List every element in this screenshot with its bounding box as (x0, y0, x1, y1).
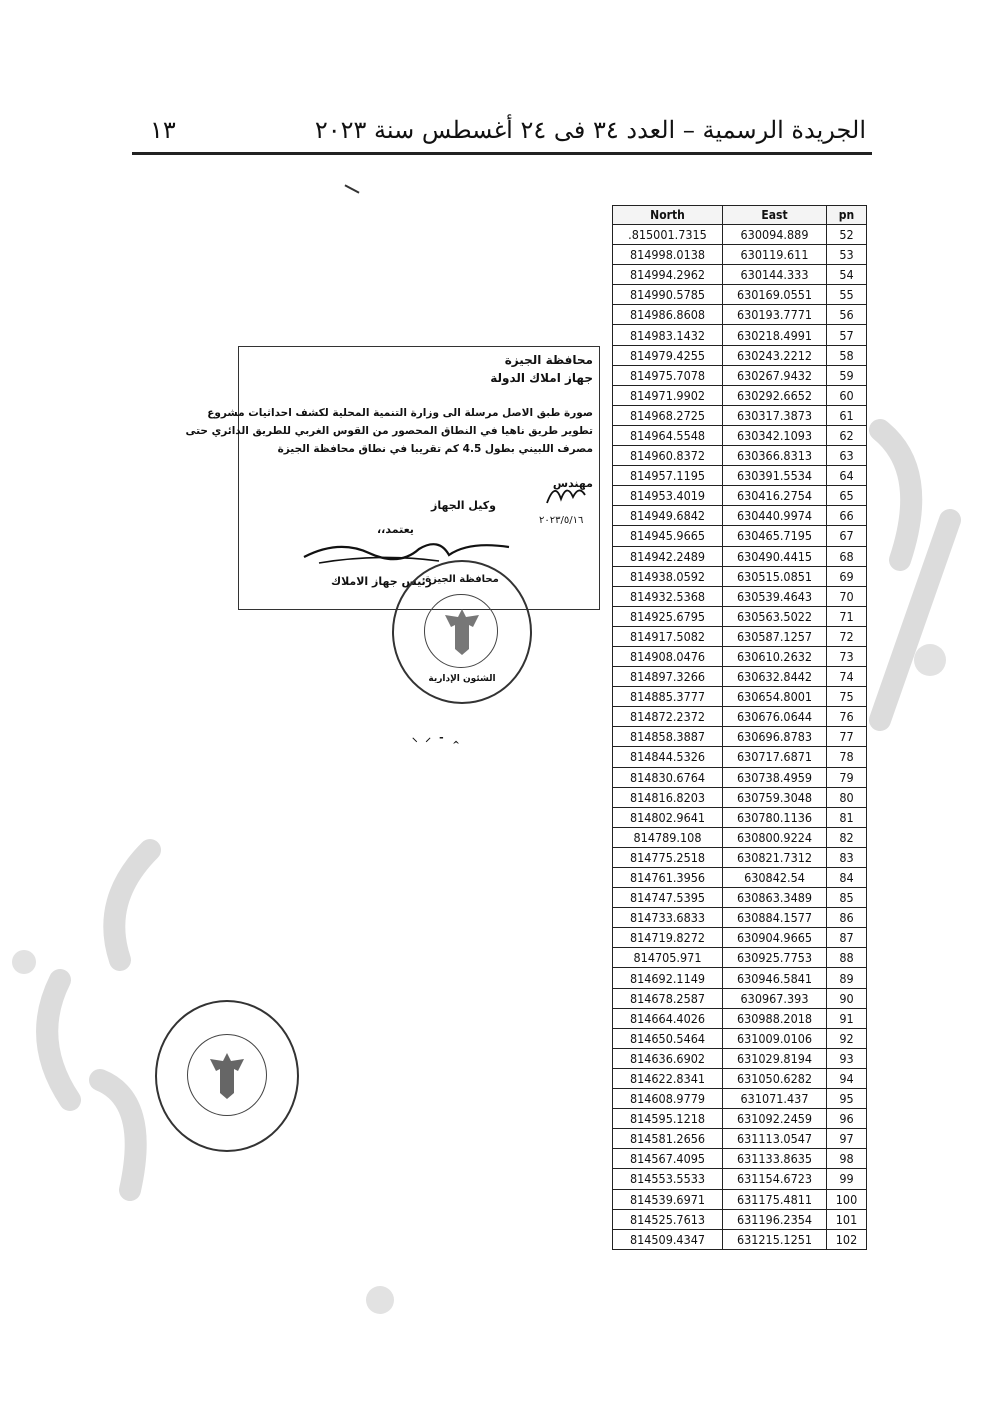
cell-pn: 64 (827, 466, 867, 486)
cell-north: 814942.2489 (613, 546, 723, 566)
cell-north: 814908.0476 (613, 646, 723, 666)
cell-north: 814872.2372 (613, 707, 723, 727)
cell-pn: 56 (827, 305, 867, 325)
page-header (132, 112, 872, 155)
cell-north: 814957.1195 (613, 466, 723, 486)
cell-east: 630587.1257 (723, 626, 827, 646)
cell-pn: 59 (827, 365, 867, 385)
cell-north: 814990.5785 (613, 285, 723, 305)
governorate-label: محافظة الجيزة (504, 353, 593, 367)
cell-east: 630440.9974 (723, 506, 827, 526)
cell-north: 814932.5368 (613, 586, 723, 606)
cell-pn: 85 (827, 888, 867, 908)
cell-pn: 86 (827, 908, 867, 928)
table-row (613, 265, 867, 285)
table-row (613, 245, 867, 265)
cell-north: 814925.6795 (613, 606, 723, 626)
table-row (613, 687, 867, 707)
cell-east: 630563.5022 (723, 606, 827, 626)
cell-north: 814858.3887 (613, 727, 723, 747)
cell-north: 814998.0138 (613, 245, 723, 265)
cell-north: 814960.8372 (613, 446, 723, 466)
cell-east: 630925.7753 (723, 948, 827, 968)
cell-north: 814994.2962 (613, 265, 723, 285)
cell-east: 631092.2459 (723, 1109, 827, 1129)
table-row (613, 1028, 867, 1048)
cell-pn: 75 (827, 687, 867, 707)
cell-north: 814608.9779 (613, 1089, 723, 1109)
cell-north: 814747.5395 (613, 888, 723, 908)
cell-pn: 99 (827, 1169, 867, 1189)
cell-north: 814719.8272 (613, 928, 723, 948)
table-row (613, 968, 867, 988)
cell-pn: 54 (827, 265, 867, 285)
cell-north: 814968.2725 (613, 405, 723, 425)
approval-body-line-3: مصرف اللبيني بطول 4.5 كم تقريبا في نطاق محافظة الجيزة (277, 443, 593, 455)
table-row (613, 1048, 867, 1068)
table-row (613, 1089, 867, 1109)
cell-east: 630465.7195 (723, 526, 827, 546)
table-row (613, 727, 867, 747)
table-row (613, 506, 867, 526)
table-row (613, 747, 867, 767)
cell-east: 630654.8001 (723, 687, 827, 707)
table-row (613, 405, 867, 425)
cell-north: 814581.2656 (613, 1129, 723, 1149)
table-row (613, 425, 867, 445)
cell-north: 814917.5082 (613, 626, 723, 646)
table-row (613, 1129, 867, 1149)
cell-pn: 94 (827, 1068, 867, 1088)
cell-north: 814733.6833 (613, 908, 723, 928)
cell-pn: 63 (827, 446, 867, 466)
cell-east: 630632.8442 (723, 667, 827, 687)
cell-north: 814897.3266 (613, 667, 723, 687)
table-row (613, 1209, 867, 1229)
cell-east: 630243.2212 (723, 345, 827, 365)
cell-pn: 72 (827, 626, 867, 646)
cell-pn: 57 (827, 325, 867, 345)
cell-pn: 77 (827, 727, 867, 747)
cell-east: 630515.0851 (723, 566, 827, 586)
table-row (613, 827, 867, 847)
cell-east: 630676.0644 (723, 707, 827, 727)
approval-body-line-1: صورة طبق الاصل مرسلة الى وزارة التنمية المحلية لكشف احداثيات مشروع (207, 407, 593, 419)
engineer-signature-mark (543, 475, 589, 511)
cell-east: 630391.5534 (723, 466, 827, 486)
cell-east: 631196.2354 (723, 1209, 827, 1229)
cell-east: 630967.393 (723, 988, 827, 1008)
table-row (613, 626, 867, 646)
table-row (613, 466, 867, 486)
cell-pn: 90 (827, 988, 867, 1008)
table-row (613, 586, 867, 606)
table-row (613, 988, 867, 1008)
cell-pn: 60 (827, 385, 867, 405)
table-row (613, 345, 867, 365)
approval-box (185, 346, 600, 610)
governorate-seal (392, 560, 532, 704)
cell-north: 814938.0592 (613, 566, 723, 586)
cell-pn: 73 (827, 646, 867, 666)
cell-east: 630218.4991 (723, 325, 827, 345)
deputy-label: وكيل الجهاز (431, 499, 496, 512)
cell-pn: 62 (827, 425, 867, 445)
approval-date: ٢٠٢٣/٥/١٦ (539, 515, 584, 526)
cell-east: 631029.8194 (723, 1048, 827, 1068)
cell-north: 814953.4019 (613, 486, 723, 506)
table-row (613, 325, 867, 345)
cell-pn: 58 (827, 345, 867, 365)
cell-east: 630144.333 (723, 265, 827, 285)
cell-east: 630863.3489 (723, 888, 827, 908)
table-row (613, 526, 867, 546)
table-row (613, 888, 867, 908)
table-row (613, 225, 867, 245)
cell-north: .815001.7315 (613, 225, 723, 245)
table-row (613, 787, 867, 807)
table-row (613, 908, 867, 928)
agency-label: جهاز املاك الدولة (490, 371, 593, 385)
cell-east: 630717.6871 (723, 747, 827, 767)
cell-pn: 76 (827, 707, 867, 727)
cell-east: 631215.1251 (723, 1229, 827, 1249)
cell-east: 630884.1577 (723, 908, 827, 928)
emblem-seal (155, 1000, 299, 1152)
cell-north: 814692.1149 (613, 968, 723, 988)
cell-north: 814975.7078 (613, 365, 723, 385)
cell-pn: 61 (827, 405, 867, 425)
cell-pn: 88 (827, 948, 867, 968)
cell-pn: 81 (827, 807, 867, 827)
table-row (613, 1149, 867, 1169)
table-row (613, 667, 867, 687)
table-row (613, 1008, 867, 1028)
table-row (613, 385, 867, 405)
cell-east: 630119.611 (723, 245, 827, 265)
cell-east: 630738.4959 (723, 767, 827, 787)
cell-east: 630490.4415 (723, 546, 827, 566)
cell-east: 630696.8783 (723, 727, 827, 747)
cell-pn: 79 (827, 767, 867, 787)
cell-pn: 87 (827, 928, 867, 948)
cell-north: 814816.8203 (613, 787, 723, 807)
cell-pn: 65 (827, 486, 867, 506)
cell-east: 630317.3873 (723, 405, 827, 425)
table-row (613, 305, 867, 325)
cell-pn: 92 (827, 1028, 867, 1048)
cell-east: 630193.7771 (723, 305, 827, 325)
table-row (613, 446, 867, 466)
table-body (613, 225, 867, 1250)
seal-1-bottom-text: الشئون الإدارية (428, 674, 496, 684)
approval-body-line-2: تطوير طريق ناهيا في النطاق المحصور من القوس الغربي للطريق الدائري حتى (185, 425, 593, 437)
cell-pn: 97 (827, 1129, 867, 1149)
cell-pn: 96 (827, 1109, 867, 1129)
cell-north: 814567.4095 (613, 1149, 723, 1169)
cell-pn: 66 (827, 506, 867, 526)
table-row (613, 767, 867, 787)
cell-pn: 82 (827, 827, 867, 847)
cell-pn: 95 (827, 1089, 867, 1109)
eagle-emblem-icon (439, 605, 485, 659)
cell-east: 631133.8635 (723, 1149, 827, 1169)
header-title: الجريدة الرسمية – العدد ٣٤ فى ٢٤ أغسطس سنة ٢٠٢٣ (314, 116, 866, 144)
head-label: رئيس جهاز الاملاك (331, 575, 433, 588)
cell-east: 630946.5841 (723, 968, 827, 988)
table-row (613, 1189, 867, 1209)
cell-east: 630780.1136 (723, 807, 827, 827)
cell-north: 814789.108 (613, 827, 723, 847)
scratch-mark (344, 184, 359, 193)
cell-pn: 74 (827, 667, 867, 687)
seal-1-top-text: محافظة الجيزة (425, 574, 499, 585)
table-row (613, 606, 867, 626)
cell-north: 814678.2587 (613, 988, 723, 1008)
cell-east: 630539.4643 (723, 586, 827, 606)
cell-north: 814844.5326 (613, 747, 723, 767)
cell-pn: 55 (827, 285, 867, 305)
cell-north: 814650.5464 (613, 1028, 723, 1048)
cell-east: 631113.0547 (723, 1129, 827, 1149)
cell-east: 630342.1093 (723, 425, 827, 445)
cell-north: 814553.5533 (613, 1169, 723, 1189)
cell-east: 631009.0106 (723, 1028, 827, 1048)
cell-north: 814986.8608 (613, 305, 723, 325)
cell-north: 814595.1218 (613, 1109, 723, 1129)
cell-east: 630800.9224 (723, 827, 827, 847)
cell-pn: 84 (827, 868, 867, 888)
cell-east: 630169.0551 (723, 285, 827, 305)
cell-pn: 101 (827, 1209, 867, 1229)
approved-label: يعتمد،، (377, 523, 414, 536)
cell-east: 630842.54 (723, 868, 827, 888)
table-row (613, 707, 867, 727)
cell-east: 630416.2754 (723, 486, 827, 506)
table-row (613, 646, 867, 666)
table-row (613, 948, 867, 968)
cell-pn: 78 (827, 747, 867, 767)
cell-east: 631071.437 (723, 1089, 827, 1109)
table-row (613, 1169, 867, 1189)
cell-north: 814705.971 (613, 948, 723, 968)
cell-east: 630821.7312 (723, 847, 827, 867)
cell-pn: 98 (827, 1149, 867, 1169)
cell-east: 631154.6723 (723, 1169, 827, 1189)
handwritten-mark: ⸜ ⸝ ⁃ ‸ (412, 731, 463, 744)
cell-east: 630292.6652 (723, 385, 827, 405)
column-header-east: East (723, 206, 827, 225)
cell-north: 814525.7613 (613, 1209, 723, 1229)
coordinates-table (612, 205, 867, 1250)
table-row (613, 566, 867, 586)
cell-north: 814885.3777 (613, 687, 723, 707)
column-header-pn: pn (827, 206, 867, 225)
cell-east: 630366.8313 (723, 446, 827, 466)
eagle-emblem-icon (204, 1049, 250, 1103)
cell-pn: 53 (827, 245, 867, 265)
cell-pn: 52 (827, 225, 867, 245)
cell-north: 814664.4026 (613, 1008, 723, 1028)
cell-pn: 91 (827, 1008, 867, 1028)
cell-north: 814636.6902 (613, 1048, 723, 1068)
cell-north: 814830.6764 (613, 767, 723, 787)
cell-east: 630759.3048 (723, 787, 827, 807)
table-row (613, 285, 867, 305)
cell-north: 814761.3956 (613, 868, 723, 888)
cell-east: 630988.2018 (723, 1008, 827, 1028)
cell-pn: 93 (827, 1048, 867, 1068)
cell-pn: 102 (827, 1229, 867, 1249)
table-row (613, 1109, 867, 1129)
cell-north: 814509.4347 (613, 1229, 723, 1249)
table-row (613, 1229, 867, 1249)
cell-pn: 89 (827, 968, 867, 988)
cell-pn: 83 (827, 847, 867, 867)
cell-east: 630094.889 (723, 225, 827, 245)
page-number: ١٣ (150, 116, 176, 144)
cell-north: 814775.2518 (613, 847, 723, 867)
table-row (613, 928, 867, 948)
cell-east: 630267.9432 (723, 365, 827, 385)
cell-pn: 80 (827, 787, 867, 807)
cell-pn: 68 (827, 546, 867, 566)
table-row (613, 486, 867, 506)
cell-north: 814971.9902 (613, 385, 723, 405)
table-row (613, 546, 867, 566)
cell-east: 631050.6282 (723, 1068, 827, 1088)
cell-north: 814964.5548 (613, 425, 723, 445)
column-header-north: North (613, 206, 723, 225)
cell-east: 630610.2632 (723, 646, 827, 666)
cell-north: 814539.6971 (613, 1189, 723, 1209)
cell-north: 814949.6842 (613, 506, 723, 526)
cell-north: 814979.4255 (613, 345, 723, 365)
cell-north: 814983.1432 (613, 325, 723, 345)
cell-pn: 69 (827, 566, 867, 586)
cell-pn: 70 (827, 586, 867, 606)
table-row (613, 868, 867, 888)
table-row (613, 807, 867, 827)
cell-pn: 100 (827, 1189, 867, 1209)
table-header-row (613, 206, 867, 225)
cell-north: 814802.9641 (613, 807, 723, 827)
table-row (613, 847, 867, 867)
cell-east: 631175.4811 (723, 1189, 827, 1209)
engineer-label: مهندس (552, 477, 593, 490)
table-row (613, 365, 867, 385)
cell-north: 814622.8341 (613, 1068, 723, 1088)
table-row (613, 1068, 867, 1088)
cell-north: 814945.9665 (613, 526, 723, 546)
cell-pn: 71 (827, 606, 867, 626)
cell-east: 630904.9665 (723, 928, 827, 948)
cell-pn: 67 (827, 526, 867, 546)
